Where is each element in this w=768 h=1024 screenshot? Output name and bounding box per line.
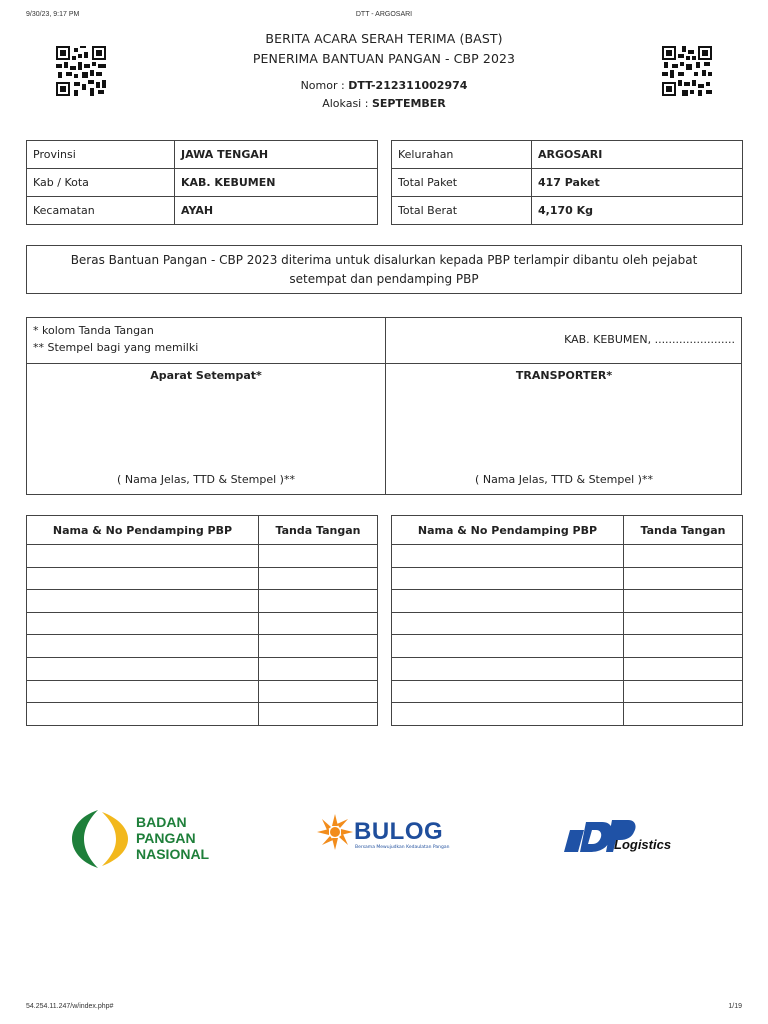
dp-wordmark: Logistics (614, 837, 672, 852)
notice-box (26, 245, 742, 294)
col-header-sign: Tanda Tangan (624, 516, 743, 545)
bapanas-word-3: NASIONAL (136, 846, 210, 862)
pendamping-name-cell (392, 680, 624, 703)
bulog-logo (317, 812, 457, 854)
pendamping-name-cell (27, 703, 259, 726)
table-row (392, 169, 743, 197)
table-row (27, 635, 378, 658)
pendamping-sign-cell (259, 703, 378, 726)
pendamping-name-cell (27, 567, 259, 590)
print-page-number: 1/19 (728, 1003, 742, 1010)
divider (385, 318, 386, 494)
table-row (392, 635, 743, 658)
bapanas-word-2: PANGAN (136, 830, 196, 846)
pendamping-sign-cell (624, 590, 743, 613)
pendamping-sign-cell (624, 657, 743, 680)
table-row (27, 590, 378, 613)
aparat-signature-caption: ( Nama Jelas, TTD & Stempel )** (117, 473, 295, 486)
kelurahan-label: Kelurahan (392, 141, 532, 169)
kecamatan-label: Kecamatan (27, 197, 175, 225)
signature-note-2: ** Stempel bagi yang memilki (33, 341, 199, 354)
bulog-wordmark: BULOG (354, 818, 444, 845)
nomor-value: DTT-212311002974 (348, 79, 468, 92)
signature-box (26, 317, 742, 495)
nomor-line (0, 79, 768, 92)
bapanas-wordmark (136, 814, 209, 862)
doc-title-line2: PENERIMA BANTUAN PANGAN - CBP 2023 (252, 51, 516, 66)
print-datetime: 9/30/23, 9:17 PM (26, 11, 80, 18)
kabkota-label: Kab / Kota (27, 169, 175, 197)
kabkota-value: KAB. KEBUMEN (175, 169, 378, 197)
pendamping-name-cell (27, 590, 259, 613)
doc-title-line1: BERITA ACARA SERAH TERIMA (BAST) (265, 31, 503, 46)
table-row (27, 197, 378, 225)
place-date: KAB. KEBUMEN, ....................... (564, 333, 735, 346)
alokasi-label: Alokasi : (322, 97, 369, 110)
kelurahan-value: ARGOSARI (532, 141, 743, 169)
pendamping-sign-cell (624, 635, 743, 658)
notice-line1: Beras Bantuan Pangan - CBP 2023 diterima untuk disalurkan kepada PBP terlampir dibantu oleh pejabat (70, 253, 698, 267)
table-row (27, 141, 378, 169)
pendamping-sign-cell (259, 635, 378, 658)
pendamping-name-cell (392, 635, 624, 658)
pendamping-name-cell (27, 545, 259, 568)
pendamping-name-cell (27, 612, 259, 635)
pendamping-name-cell (27, 680, 259, 703)
kecamatan-value: AYAH (175, 197, 378, 225)
pendamping-sign-cell (259, 657, 378, 680)
table-row (392, 703, 743, 726)
pendamping-sign-cell (259, 590, 378, 613)
pendamping-table-left (26, 515, 378, 726)
table-row (392, 197, 743, 225)
location-info-table (26, 140, 378, 225)
pendamping-name-cell (392, 545, 624, 568)
notice-line2: setempat dan pendamping PBP (289, 272, 479, 286)
col-header-sign: Tanda Tangan (259, 516, 378, 545)
pendamping-sign-cell (259, 680, 378, 703)
table-row (392, 590, 743, 613)
table-row (392, 141, 743, 169)
transporter-heading: TRANSPORTER* (515, 369, 613, 382)
pendamping-sign-cell (259, 545, 378, 568)
bulog-sun-icon (317, 814, 353, 850)
table-row (392, 567, 743, 590)
col-header-name: Nama & No Pendamping PBP (27, 516, 259, 545)
table-row (27, 567, 378, 590)
total-paket-value: 417 Paket (532, 169, 743, 197)
print-doc-title: DTT - ARGOSARI (355, 11, 413, 18)
nomor-label: Nomor : (300, 79, 345, 92)
table-row (392, 657, 743, 680)
pendamping-sign-cell (259, 567, 378, 590)
pendamping-sign-cell (624, 545, 743, 568)
pendamping-sign-cell (624, 612, 743, 635)
table-row (27, 680, 378, 703)
total-berat-label: Total Berat (392, 197, 532, 225)
pendamping-sign-cell (624, 703, 743, 726)
table-row (27, 703, 378, 726)
bapanas-emblem-icon (72, 808, 130, 870)
pendamping-name-cell (392, 657, 624, 680)
table-row (27, 612, 378, 635)
pendamping-name-cell (27, 657, 259, 680)
pendamping-name-cell (392, 590, 624, 613)
aparat-setempat-heading: Aparat Setempat* (150, 369, 262, 382)
bapanas-word-1: BADAN (136, 814, 187, 830)
bapanas-logo (72, 806, 232, 872)
pendamping-name-cell (392, 703, 624, 726)
pendamping-sign-cell (259, 612, 378, 635)
provinsi-label: Provinsi (27, 141, 175, 169)
table-row (27, 169, 378, 197)
table-row (392, 545, 743, 568)
transporter-signature-caption: ( Nama Jelas, TTD & Stempel )** (475, 473, 653, 486)
total-paket-label: Total Paket (392, 169, 532, 197)
print-url: 54.254.11.247/w/index.php# (26, 1003, 114, 1010)
pendamping-sign-cell (624, 680, 743, 703)
pendamping-table-right (391, 515, 743, 726)
dp-logistics-logo (562, 818, 688, 858)
table-row (392, 612, 743, 635)
divider (27, 363, 741, 364)
table-row (27, 657, 378, 680)
pendamping-sign-cell (624, 567, 743, 590)
alokasi-value: SEPTEMBER (371, 97, 446, 110)
bulog-tagline: Bersama Mewujudkan Kedaulatan Pangan (355, 845, 450, 850)
total-berat-value: 4,170 Kg (532, 197, 743, 225)
table-row (392, 680, 743, 703)
signature-note-1: * kolom Tanda Tangan (33, 324, 154, 337)
alokasi-line (0, 97, 768, 110)
provinsi-value: JAWA TENGAH (175, 141, 378, 169)
col-header-name: Nama & No Pendamping PBP (392, 516, 624, 545)
pendamping-name-cell (392, 567, 624, 590)
table-row (27, 545, 378, 568)
pendamping-name-cell (392, 612, 624, 635)
table-header-row (27, 516, 378, 545)
pendamping-rows-left (27, 545, 378, 726)
pendamping-rows-right (392, 545, 743, 726)
package-info-table (391, 140, 743, 225)
pendamping-name-cell (27, 635, 259, 658)
table-header-row (392, 516, 743, 545)
